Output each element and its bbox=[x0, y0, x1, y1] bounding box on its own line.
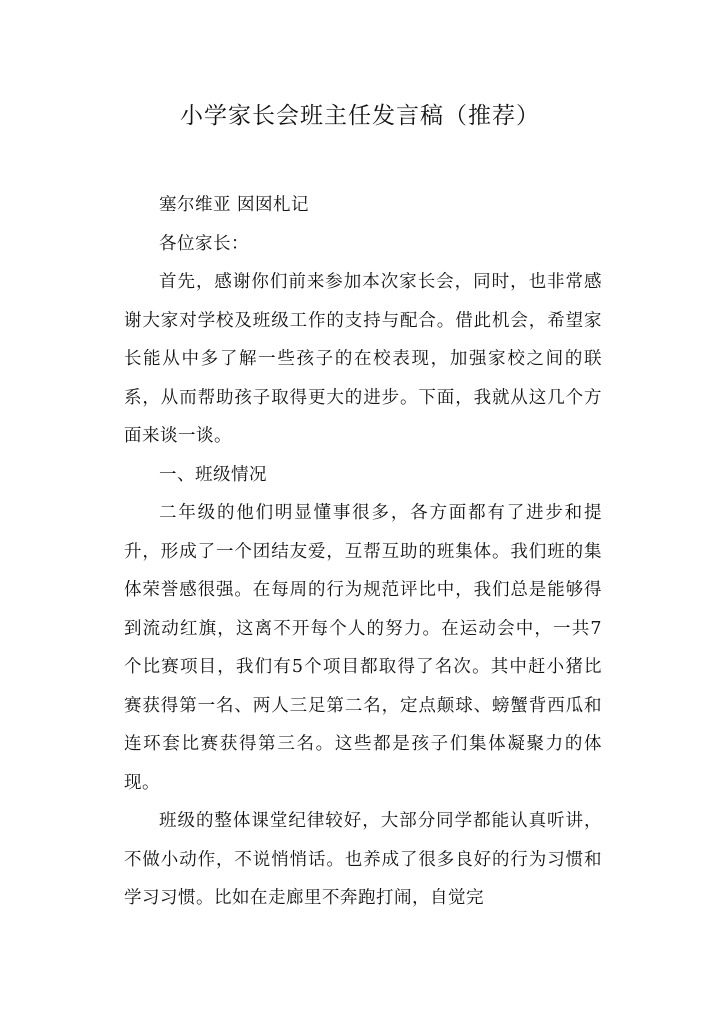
class-situation-paragraph: 二年级的他们明显懂事很多，各方面都有了进步和提升，形成了一个团结友爱，互帮互助的班集体。我们班的集体荣誉感很强。在每周的行为规范评比中，我们总是能够得到流动红旗，这离不开每个人的努力。在运动会中，一共7个比赛项目，我们有5个项目都取得了名次。其中赶小猪比赛获得第一名、两人三足第二名，定点颠球、螃蟹背西瓜和连环套比赛获得第三名。这些都是孩子们集体凝聚力的体现。 bbox=[124, 503, 602, 793]
document-body bbox=[124, 186, 602, 918]
section-heading-class-situation: 一、班级情况 bbox=[159, 464, 267, 485]
document-title: 小学家长会班主任发言稿（推荐） bbox=[180, 103, 540, 129]
author-line: 塞尔维亚 囡囡札记 bbox=[159, 195, 310, 215]
intro-paragraph: 首先，感谢你们前来参加本次家长会，同时，也非常感谢大家对学校及班级工作的支持与配合。借此机会，希望家长能从中多了解一些孩子的在校表现，加强家校之间的联系，从而帮助孩子取得更大的进步。下面，我就从这几个方面来谈一谈。 bbox=[124, 272, 602, 446]
salutation: 各位家长： bbox=[159, 233, 249, 254]
classroom-discipline-paragraph: 班级的整体课堂纪律较好，大部分同学都能认真听讲，不做小动作，不说悄悄话。也养成了很多良好的行为习惯和学习习惯。比如在走廊里不奔跑打闹，自觉完 bbox=[124, 811, 602, 908]
